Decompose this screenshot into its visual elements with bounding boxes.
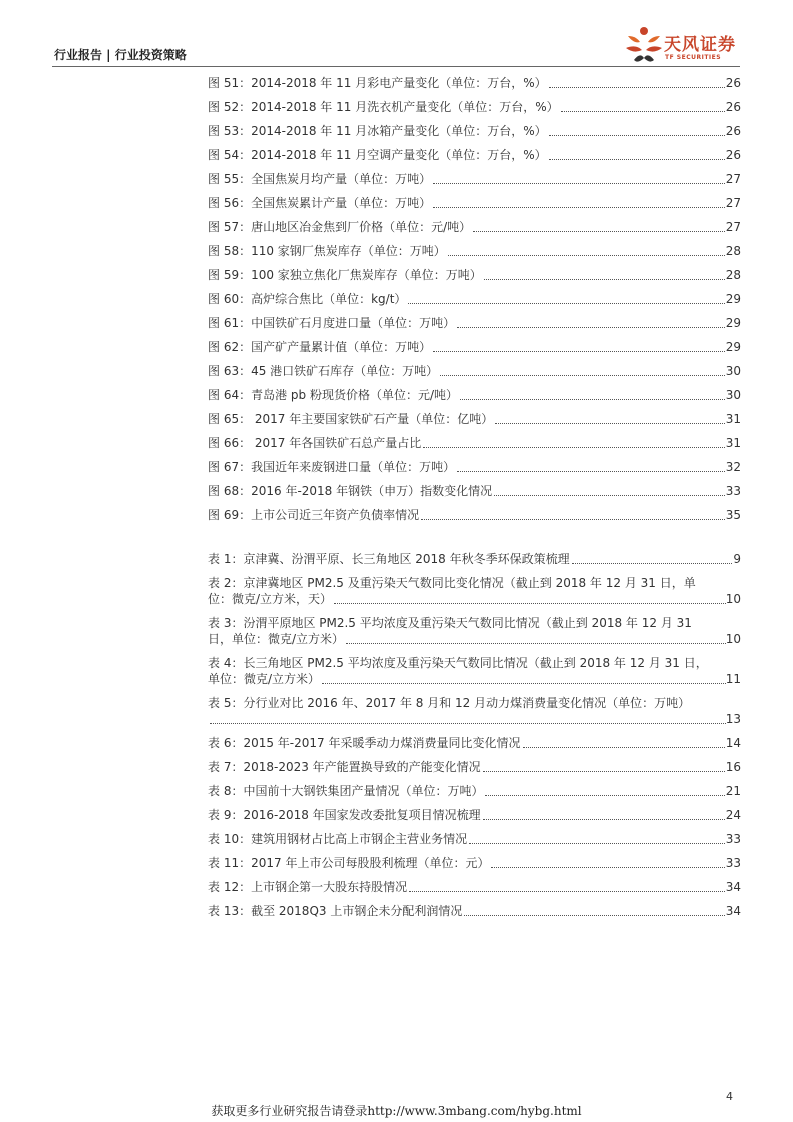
toc-entry-figure[interactable]: 图 62：国产矿产量累计值（单位：万吨） 29 xyxy=(208,340,741,354)
toc-entry-figure[interactable]: 图 66： 2017 年各国铁矿石总产量占比 31 xyxy=(208,436,741,450)
logo-mark-icon xyxy=(624,24,664,66)
toc-entry-figure[interactable]: 图 55：全国焦炭月均产量（单位：万吨） 27 xyxy=(208,172,741,186)
toc-entry-table[interactable]: 表 8：中国前十大钢铁集团产量情况（单位：万吨） 21 xyxy=(208,784,741,798)
toc-entry-table[interactable]: 表 10：建筑用钢材占比高上市钢企主营业务情况 33 xyxy=(208,832,741,846)
toc-entry-table[interactable]: 表 13：截至 2018Q3 上市钢企未分配利润情况 34 xyxy=(208,904,741,918)
toc-entry-figure[interactable]: 图 53：2014-2018 年 11 月冰箱产量变化（单位：万台，%） 26 xyxy=(208,124,741,138)
logo-subtitle: TF SECURITIES xyxy=(665,54,722,61)
toc-entry-table[interactable]: 表 4：长三角地区 PM2.5 平均浓度及重污染天气数同比情况（截止到 2018 年 12 月 31 日， 单位：微克/立方米） 11 xyxy=(208,656,741,686)
toc-entry-figure[interactable]: 图 65： 2017 年主要国家铁矿石产量（单位：亿吨） 31 xyxy=(208,412,741,426)
toc-entry-figure[interactable]: 图 56：全国焦炭累计产量（单位：万吨） 27 xyxy=(208,196,741,210)
table-list xyxy=(208,551,741,927)
toc-entry-table[interactable]: 表 2：京津冀地区 PM2.5 及重污染天气数同比变化情况（截止到 2018 年 12 月 31 日，单 位：微克/立方米，天） 10 xyxy=(208,576,741,606)
toc-entry-table[interactable]: 表 3：汾渭平原地区 PM2.5 平均浓度及重污染天气数同比情况（截止到 2018 年 12 月 31 日，单位：微克/立方米） 10 xyxy=(208,616,741,646)
toc-entry-figure[interactable]: 图 68：2016 年-2018 年钢铁（申万）指数变化情况 33 xyxy=(208,484,741,498)
figure-list xyxy=(208,75,741,531)
toc-entry-figure[interactable]: 图 57：唐山地区冶金焦到厂价格（单位：元/吨） 27 xyxy=(208,220,741,234)
toc-entry-figure[interactable]: 图 69：上市公司近三年资产负债率情况 35 xyxy=(208,508,741,522)
toc-entry-table[interactable]: 表 1：京津冀、汾渭平原、长三角地区 2018 年秋冬季环保政策梳理 9 xyxy=(208,552,741,566)
toc-entry-figure[interactable]: 图 61：中国铁矿石月度进口量（单位：万吨） 29 xyxy=(208,316,741,330)
toc-entry-table[interactable]: 表 6：2015 年-2017 年采暖季动力煤消费量同比变化情况 14 xyxy=(208,736,741,750)
toc-entry-figure[interactable]: 图 54：2014-2018 年 11 月空调产量变化（单位：万台，%） 26 xyxy=(208,148,741,162)
footer-link-text[interactable]: 获取更多行业研究报告请登录http://www.3mbang.com/hybg.html xyxy=(211,1104,582,1118)
logo-name: 天风证券 xyxy=(664,35,736,55)
report-header-title: 行业报告 | 行业投资策略 xyxy=(54,48,187,62)
toc-entry-table[interactable]: 表 9：2016-2018 年国家发改委批复项目情况梳理 24 xyxy=(208,808,741,822)
toc-entry-figure[interactable]: 图 63：45 港口铁矿石库存（单位：万吨） 30 xyxy=(208,364,741,378)
toc-entry-table[interactable]: 表 12：上市钢企第一大股东持股情况 34 xyxy=(208,880,741,894)
toc-entry-table[interactable]: 表 7：2018-2023 年产能置换导致的产能变化情况 16 xyxy=(208,760,741,774)
toc-entry-figure[interactable]: 图 64：青岛港 pb 粉现货价格（单位：元/吨） 30 xyxy=(208,388,741,402)
toc-entry-figure[interactable]: 图 58：110 家钢厂焦炭库存（单位：万吨） 28 xyxy=(208,244,741,258)
page-number: 4 xyxy=(726,1090,733,1103)
tf-securities-logo xyxy=(624,24,744,66)
toc-entry-table[interactable]: 表 5：分行业对比 2016 年、2017 年 8 月和 12 月动力煤消费量变化情况（单位：万吨） 13 xyxy=(208,696,741,726)
header-divider xyxy=(52,66,740,67)
toc-entry-figure[interactable]: 图 60：高炉综合焦比（单位：kg/t） 29 xyxy=(208,292,741,306)
toc-entry-figure[interactable]: 图 67：我国近年来废钢进口量（单位：万吨） 32 xyxy=(208,460,741,474)
toc-entry-table[interactable]: 表 11：2017 年上市公司每股股利梳理（单位：元） 33 xyxy=(208,856,741,870)
toc-entry-figure[interactable]: 图 52：2014-2018 年 11 月洗衣机产量变化（单位：万台，%） 26 xyxy=(208,100,741,114)
toc-entry-figure[interactable]: 图 51：2014-2018 年 11 月彩电产量变化（单位：万台，%） 26 xyxy=(208,76,741,90)
toc-entry-figure[interactable]: 图 59：100 家独立焦化厂焦炭库存（单位：万吨） 28 xyxy=(208,268,741,282)
